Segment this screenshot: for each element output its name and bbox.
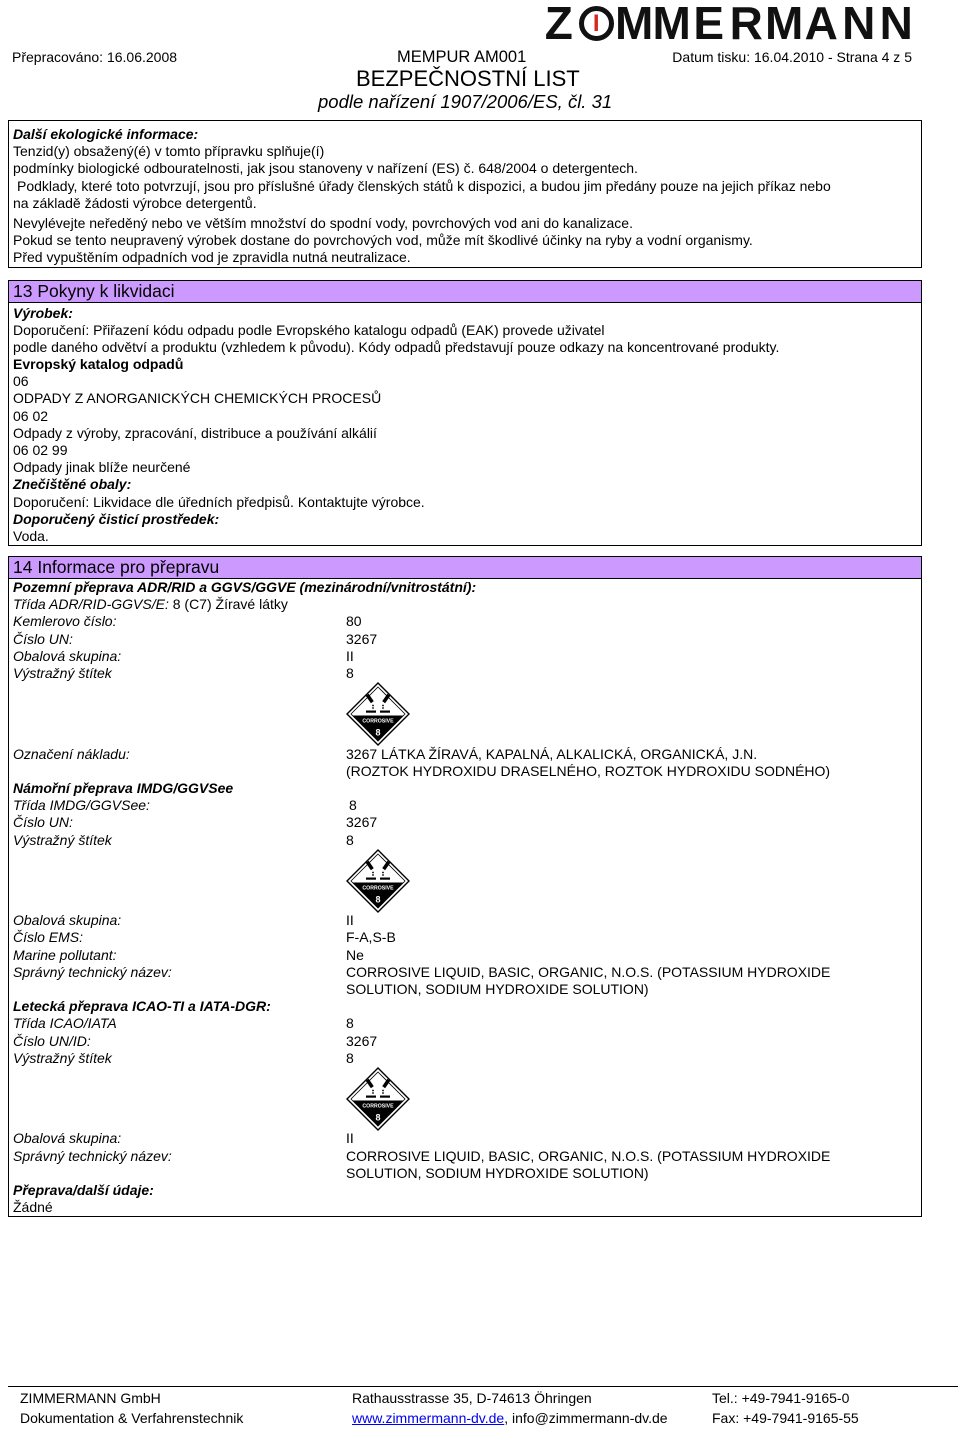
sea-label-row	[13, 832, 917, 849]
section-14	[8, 556, 922, 1217]
land-cargo-row	[13, 746, 917, 780]
footer-divider	[8, 1386, 958, 1387]
field-label: Třída ICAO/IATA	[13, 1015, 117, 1032]
field-value: 8 (C7) Žíravé látky	[172, 596, 288, 613]
field-label: Výstražný štítek	[13, 664, 112, 681]
footer-contact	[352, 1410, 668, 1426]
footer-email: , info@zimmermann-dv.de	[504, 1410, 668, 1426]
ecology-line: Před vypuštěním odpadních vod je zpravidla nutná neutralizace.	[13, 249, 411, 266]
field-value: F-A,S-B	[346, 929, 396, 946]
packaging-heading: Znečištěné obaly:	[13, 476, 132, 493]
field-label: Třída ADR/RID-GGVS/E:	[13, 596, 169, 613]
section-14-title: 14 Informace pro přepravu	[9, 557, 921, 579]
logo-letter: M	[765, 0, 804, 49]
air-transport-heading: Letecká přeprava ICAO-TI a IATA-DGR:	[13, 998, 271, 1015]
logo-letter: E	[693, 0, 725, 49]
field-label: Marine pollutant:	[13, 946, 117, 963]
field-value: Ne	[346, 946, 364, 963]
field-label: Obalová skupina:	[13, 1130, 122, 1147]
waste-catalog-heading: Evropský katalog odpadů	[13, 356, 184, 373]
product-code: MEMPUR AM001	[397, 48, 527, 66]
field-label: Třída IMDG/GGVSee:	[13, 797, 150, 814]
field-label: Označení nákladu:	[13, 745, 130, 762]
field-value	[346, 746, 917, 780]
land-label-row	[13, 665, 917, 682]
footer-department: Dokumentation & Verfahrenstechnik	[20, 1410, 244, 1426]
waste-catalog-entry: 06	[13, 373, 29, 390]
document-title: BEZPEČNOSTNÍ LIST	[356, 66, 580, 91]
logo	[540, 0, 915, 49]
sea-technical-name-row	[13, 964, 917, 998]
placard-class: 8	[375, 1112, 381, 1123]
logo-letter: N	[879, 0, 913, 49]
other-transport-heading: Přeprava/další údaje:	[13, 1182, 154, 1198]
technical-name-line: SOLUTION, SODIUM HYDROXIDE SOLUTION)	[346, 981, 649, 997]
placard-class: 8	[375, 727, 381, 738]
field-label: Výstražný štítek	[13, 1049, 112, 1066]
ecology-line: Pokud se tento neupravený výrobek dostane do povrchových vod, může mít škodlivé účinky na ryby a vodní organismy.	[13, 232, 753, 249]
ecology-line: podmínky biologické odbouratelnosti, jak jsou stanoveny v nařízení (ES) č. 648/2004 o detergentech.	[13, 160, 638, 177]
footer-fax: Fax: +49-7941-9165-55	[712, 1410, 859, 1426]
waste-catalog-entry: Odpady jinak blíže neurčené	[13, 459, 191, 476]
waste-catalog-entry: ODPADY Z ANORGANICKÝCH CHEMICKÝCH PROCESŮ	[13, 390, 382, 407]
section-13	[8, 280, 922, 546]
revised-date: Přepracováno: 16.06.2008	[12, 49, 178, 65]
footer-company: ZIMMERMANN GmbH	[20, 1390, 161, 1406]
logo-letter: Z	[544, 0, 573, 49]
land-transport-heading: Pozemní přeprava ADR/RID a GGVS/GGVE (mezinárodní/vnitrostátní):	[13, 579, 477, 595]
product-heading: Výrobek:	[13, 304, 73, 321]
field-label: Číslo EMS:	[13, 929, 84, 946]
sea-group-row	[13, 912, 917, 929]
air-un-row	[13, 1033, 917, 1050]
field-label: Obalová skupina:	[13, 912, 122, 929]
ecology-line: Podklady, které toto potvrzují, jsou pro příslušné úřady členských států k dispozici, a budou jim předány pouze na jejich příkaz nebo	[17, 177, 831, 194]
cargo-line: 3267 LÁTKA ŽÍRAVÁ, KAPALNÁ, ALKALICKÁ, ORGANICKÁ, J.N.	[346, 745, 758, 762]
regulation-subtitle: podle nařízení 1907/2006/ES, čl. 31	[318, 91, 613, 112]
logo-letter: R	[729, 0, 763, 49]
field-value: 3267	[346, 1032, 378, 1049]
field-label: Číslo UN/ID:	[13, 1032, 91, 1049]
land-kemler-row	[13, 613, 917, 630]
field-value: II	[346, 1130, 354, 1147]
air-class-row	[13, 1015, 917, 1032]
recommendation-line: podle daného odvětví a produktu (vzhledem k původu). Kódy odpadů představují pouze odkazy na koncentrované produkty.	[13, 338, 780, 355]
field-value: 3267	[346, 630, 378, 647]
logo-letter: I	[579, 6, 614, 41]
ecology-line: na základě žádosti výrobce detergentů.	[13, 194, 257, 211]
field-value	[346, 1148, 917, 1182]
field-value: 8	[349, 797, 357, 814]
cleaner-text: Voda.	[13, 527, 49, 544]
footer-phone: Tel.: +49-7941-9165-0	[712, 1390, 850, 1406]
sea-marine-pollutant-row	[13, 947, 917, 964]
website-link[interactable]: www.zimmermann-dv.de	[352, 1410, 505, 1426]
field-label: Kemlerovo číslo:	[13, 613, 117, 630]
packaging-text: Doporučení: Likvidace dle úředních předpisů. Kontaktujte výrobce.	[13, 493, 425, 510]
corrosive-placard-icon	[346, 849, 410, 913]
field-label: Číslo UN:	[13, 630, 73, 647]
field-value	[346, 964, 917, 998]
air-group-row	[13, 1130, 917, 1147]
logo-letter: A	[804, 0, 838, 49]
technical-name-line: CORROSIVE LIQUID, BASIC, ORGANIC, N.O.S. (POTASSIUM HYDROXIDE	[346, 963, 831, 980]
sea-ems-row	[13, 929, 917, 946]
air-label-row	[13, 1050, 917, 1067]
cargo-line: (ROZTOK HYDROXIDU DRASELNÉHO, ROZTOK HYDROXIDU SODNÉHO)	[346, 762, 831, 779]
other-transport-value: Žádné	[13, 1199, 53, 1216]
section-13-title: 13 Pokyny k likvidaci	[9, 281, 921, 303]
field-label: Výstražný štítek	[13, 831, 112, 848]
logo-letter: M	[652, 0, 691, 49]
air-placard-row	[13, 1067, 917, 1131]
sea-un-row	[13, 814, 917, 831]
ecology-box	[8, 120, 922, 268]
field-label: Obalová skupina:	[13, 647, 122, 664]
field-value: 3267	[346, 814, 378, 831]
print-info: Datum tisku: 16.04.2010 - Strana 4 z 5	[672, 49, 912, 65]
land-placard-row	[13, 682, 917, 746]
land-class-row	[13, 596, 917, 613]
ecology-heading: Další ekologické informace:	[13, 126, 199, 142]
placard-label: CORROSIVE	[362, 1103, 394, 1110]
land-group-row	[13, 648, 917, 665]
waste-catalog-entry: 06 02 99	[13, 442, 68, 458]
field-value: 8	[346, 831, 354, 848]
ecology-line: Nevylévejte neředěný nebo ve větším množství do spodní vody, povrchových vod ani do kanalizace.	[13, 214, 633, 231]
technical-name-line: CORROSIVE LIQUID, BASIC, ORGANIC, N.O.S. (POTASSIUM HYDROXIDE	[346, 1147, 831, 1164]
logo-letter: N	[842, 0, 876, 49]
air-technical-name-row	[13, 1148, 917, 1182]
logo-letter: M	[615, 0, 654, 49]
field-label: Správný technický název:	[13, 963, 172, 980]
field-value: II	[346, 912, 354, 929]
field-value: 8	[346, 664, 354, 681]
sea-placard-row	[13, 849, 917, 913]
field-label: Číslo UN:	[13, 814, 73, 831]
waste-catalog-entry: Odpady z výroby, zpracování, distribuce a používání alkálií	[13, 424, 377, 441]
waste-catalog-entry: 06 02	[13, 407, 49, 424]
cleaner-heading: Doporučený čisticí prostředek:	[13, 510, 220, 527]
placard-label: CORROSIVE	[362, 885, 394, 892]
recommendation-line: Doporučení: Přiřazení kódu odpadu podle Evropského katalogu odpadů (EAK) provede uživatel	[13, 321, 605, 338]
field-value: II	[346, 647, 354, 664]
field-value: 8	[346, 1015, 354, 1032]
land-un-row	[13, 631, 917, 648]
sea-class-row	[13, 797, 917, 814]
placard-label: CORROSIVE	[362, 718, 394, 725]
field-value: 8	[346, 1049, 354, 1066]
technical-name-line: SOLUTION, SODIUM HYDROXIDE SOLUTION)	[346, 1164, 649, 1181]
corrosive-placard-icon	[346, 682, 410, 746]
corrosive-placard-icon	[346, 1067, 410, 1131]
footer-address: Rathausstrasse 35, D-74613 Öhringen	[352, 1390, 592, 1406]
field-value: 80	[346, 613, 362, 630]
sea-transport-heading: Námořní přeprava IMDG/GGVSee	[13, 780, 234, 796]
placard-class: 8	[375, 894, 381, 905]
field-label: Správný technický název:	[13, 1147, 172, 1164]
ecology-line: Tenzid(y) obsažený(é) v tomto přípravku splňuje(í)	[13, 143, 325, 160]
